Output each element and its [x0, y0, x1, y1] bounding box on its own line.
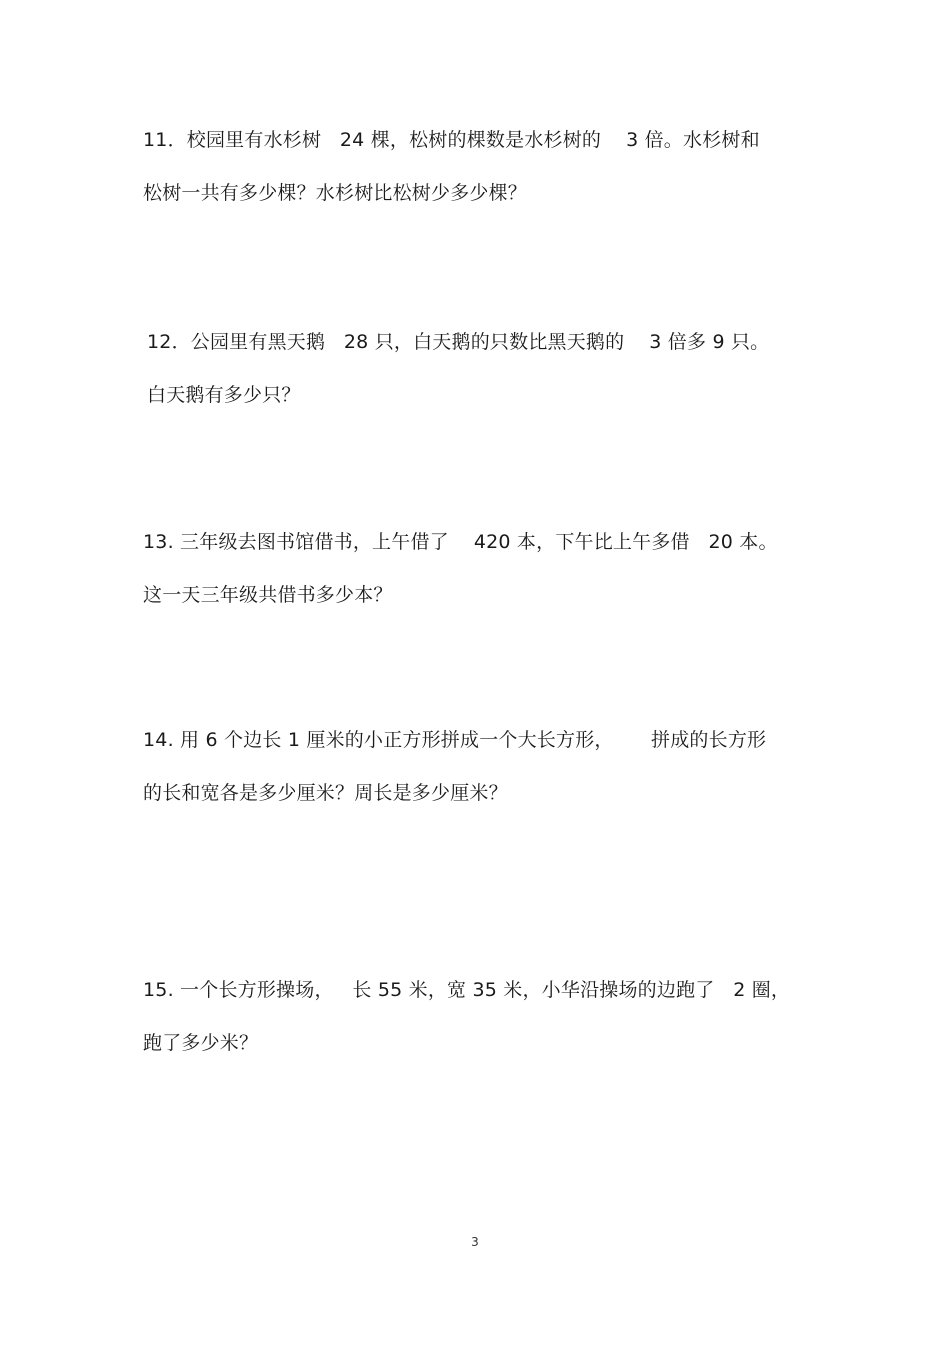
- problem-12-line-2: 白天鹅有多少只？: [147, 384, 301, 406]
- problem-13-line-2: 这一天三年级共借书多少本？: [143, 584, 393, 606]
- problem-14-line-2: 的长和宽各是多少厘米？周长是多少厘米？: [143, 782, 508, 804]
- problem-11: [143, 127, 813, 206]
- problem-13-line-1: 13. 三年级去图书馆借书，上午借了 420 本，下午比上午多借 20 本。: [143, 531, 778, 553]
- problem-12-line-1: 12．公园里有黑天鹅 28 只，白天鹅的只数比黑天鹅的 3 倍多 9 只。: [147, 331, 770, 353]
- problem-12: [147, 329, 817, 408]
- problem-14-line-1: 14. 用 6 个边长 1 厘米的小正方形拼成一个大长方形， 拼成的长方形: [143, 729, 767, 751]
- page-number: 3: [471, 1235, 479, 1249]
- problem-15-line-2: 跑了多少米？: [143, 1032, 259, 1054]
- problem-14: [143, 727, 813, 806]
- problem-15: [143, 977, 813, 1056]
- problem-11-line-2: 松树一共有多少棵？水杉树比松树少多少棵？: [143, 182, 528, 204]
- problem-15-line-1: 15. 一个长方形操场， 长 55 米，宽 35 米，小华沿操场的边跑了 2 圈，: [143, 979, 791, 1001]
- problem-11-line-1: 11．校园里有水杉树 24 棵，松树的棵数是水杉树的 3 倍。水杉树和: [143, 129, 760, 151]
- problem-13: [143, 529, 813, 608]
